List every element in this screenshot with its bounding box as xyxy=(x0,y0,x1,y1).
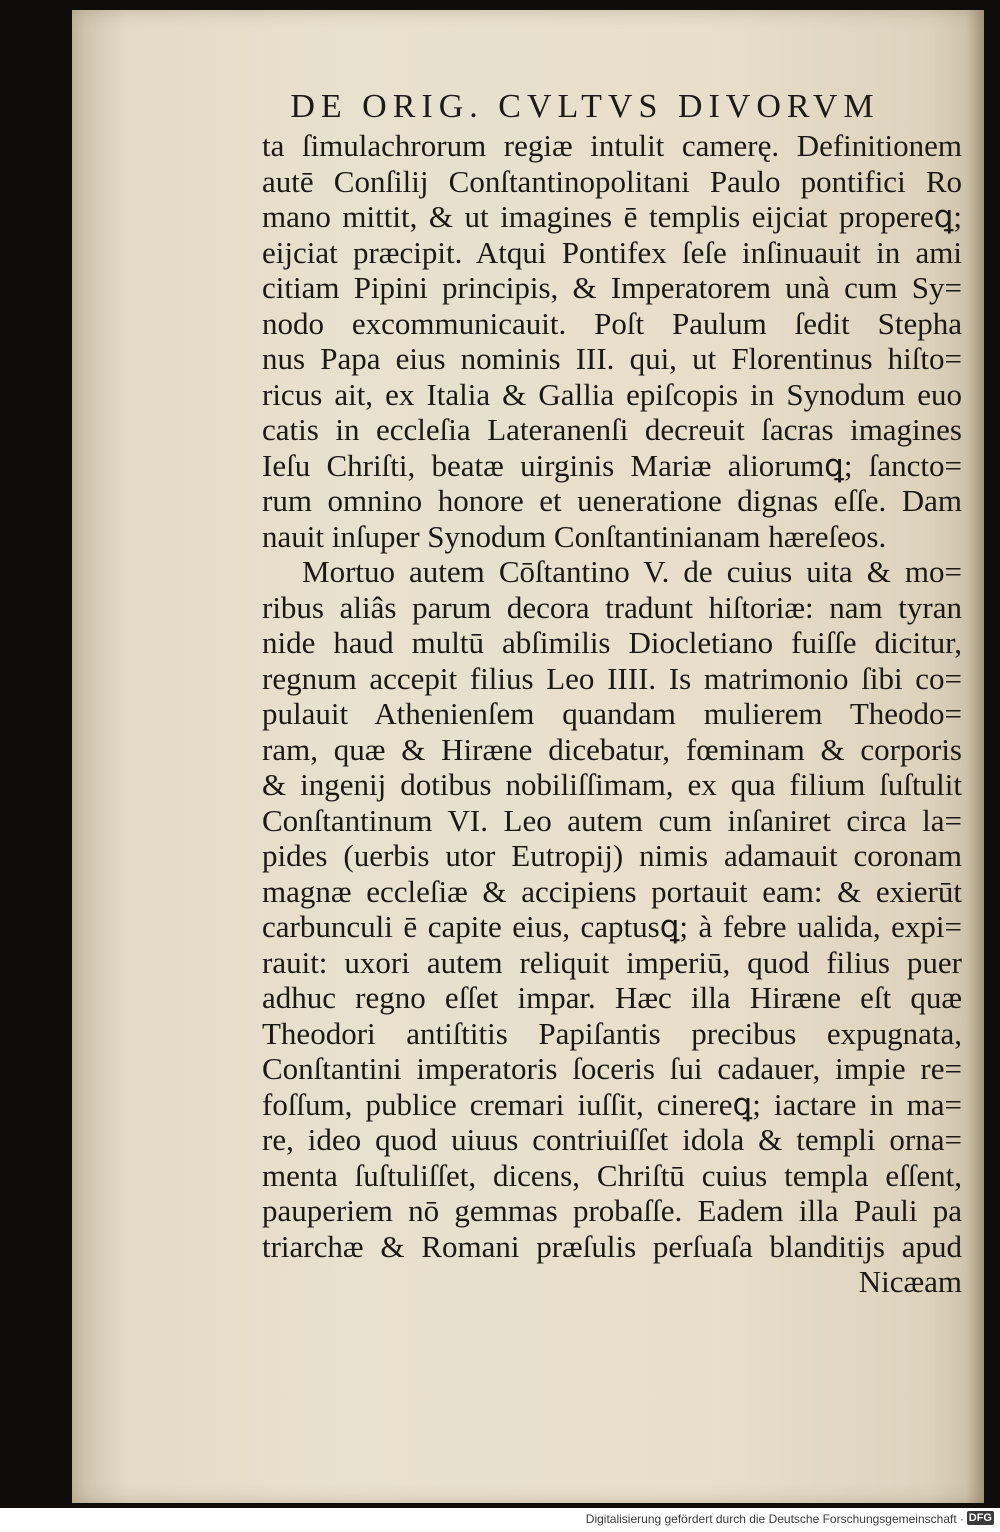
text-line: catis in eccleſia Lateranenſi decreuit ſacras imagines xyxy=(262,412,962,447)
running-head: DE ORIG. CVLTVS DIVORVM xyxy=(290,88,880,125)
text-line: ta ſimulachrorum regiæ intulit camerę. Definitionem xyxy=(262,128,962,163)
text-line: Conſtantini imperatoris ſoceris ſui cadauer, impie re= xyxy=(262,1051,962,1086)
text-line: carbunculi ē capite eius, captusꝗ; à febre ualida, expi= xyxy=(262,909,962,944)
text-line: Conſtantinum VI. Leo autem cum inſaniret circa la= xyxy=(262,802,962,838)
text-line: & ingenij dotibus nobiliſſimam, ex qua filium ſuſtulit xyxy=(262,767,962,802)
text-line: pides (uerbis utor Eutropij) nimis adamauit coronam xyxy=(262,838,962,873)
text-line: rum omnino honore et ueneratione dignas eſſe. Dam xyxy=(262,483,962,518)
text-line: re, ideo quod uiuus contriuiſſet idola & templi orna= xyxy=(262,1122,962,1157)
catchword: Nicæam xyxy=(858,1264,962,1299)
text-line: pauperiem nō gemmas probaſſe. Eadem illa Pauli pa xyxy=(262,1193,962,1228)
text-line: menta ſuſtuliſſet, dicens, Chriſtū cuius templa eſſent, xyxy=(262,1157,962,1193)
text-line: mano mittit, & ut imagines ē templis eijciat propereꝗ; xyxy=(262,199,962,234)
text-line: Ieſu Chriſti, beatæ uirginis Mariæ aliorumꝗ; ſancto= xyxy=(262,447,962,483)
text-line: nus Papa eius nominis III. qui, ut Florentinus hiſto= xyxy=(262,341,962,376)
text-line: pulauit Athenienſem quandam mulierem Theodo= xyxy=(262,696,962,731)
dfg-logo: DFG xyxy=(968,1512,992,1524)
text-line: ribus aliâs parum decora tradunt hiſtoriæ: nam tyran xyxy=(262,589,962,625)
body-text xyxy=(262,128,962,1300)
text-line: nodo excommunicauit. Poſt Paulum ſedit Stepha xyxy=(262,305,962,341)
text-line: magnæ eccleſiæ & accipiens portauit eam: & exierūt xyxy=(262,873,962,909)
text-line: regnum accepit filius Leo IIII. Is matrimonio ſibi co= xyxy=(262,660,962,696)
page-gutter-shadow xyxy=(966,10,984,1503)
text-line: nauit inſuper Synodum Conſtantinianam hæreſeos. xyxy=(262,518,887,554)
text-line: nide haud multū abſimilis Diocletiano fuiſſe dicitur, xyxy=(262,625,962,660)
text-line: triarchæ & Romani præſulis perſuaſa blanditijs apud xyxy=(262,1228,962,1264)
text-line: rauit: uxori autem reliquit imperiū, quod filius puer xyxy=(262,944,962,980)
text-line: ram, quæ & Hiræne dicebatur, fœminam & corporis xyxy=(262,731,962,767)
text-line: citiam Pipini principis, & Imperatorem unà cum Sy= xyxy=(262,270,962,305)
text-line: autē Conſilij Conſtantinopolitani Paulo pontifici Ro xyxy=(262,163,962,199)
corner-library-mark xyxy=(965,0,996,16)
footer-bar xyxy=(0,1508,1000,1532)
text-line: adhuc regno eſſet impar. Hæc illa Hiræne eſt quæ xyxy=(262,980,962,1015)
text-line: Theodori antiſtitis Papiſantis precibus expugnata, xyxy=(262,1015,962,1051)
digitization-credit: Digitalisierung gefördert durch die Deutsche Forschungsgemeinschaft · xyxy=(585,1512,964,1526)
text-line: foſſum, publice cremari iuſſit, cinereꝗ; iactare in ma= xyxy=(262,1086,962,1122)
text-line: Mortuo autem Cōſtantino V. de cuius uita & mo= xyxy=(302,554,962,589)
text-line: eijciat præcipit. Atqui Pontifex ſeſe inſinuauit in ami xyxy=(262,234,962,270)
text-line: ricus ait, ex Italia & Gallia epiſcopis in Synodum euo xyxy=(262,376,962,412)
